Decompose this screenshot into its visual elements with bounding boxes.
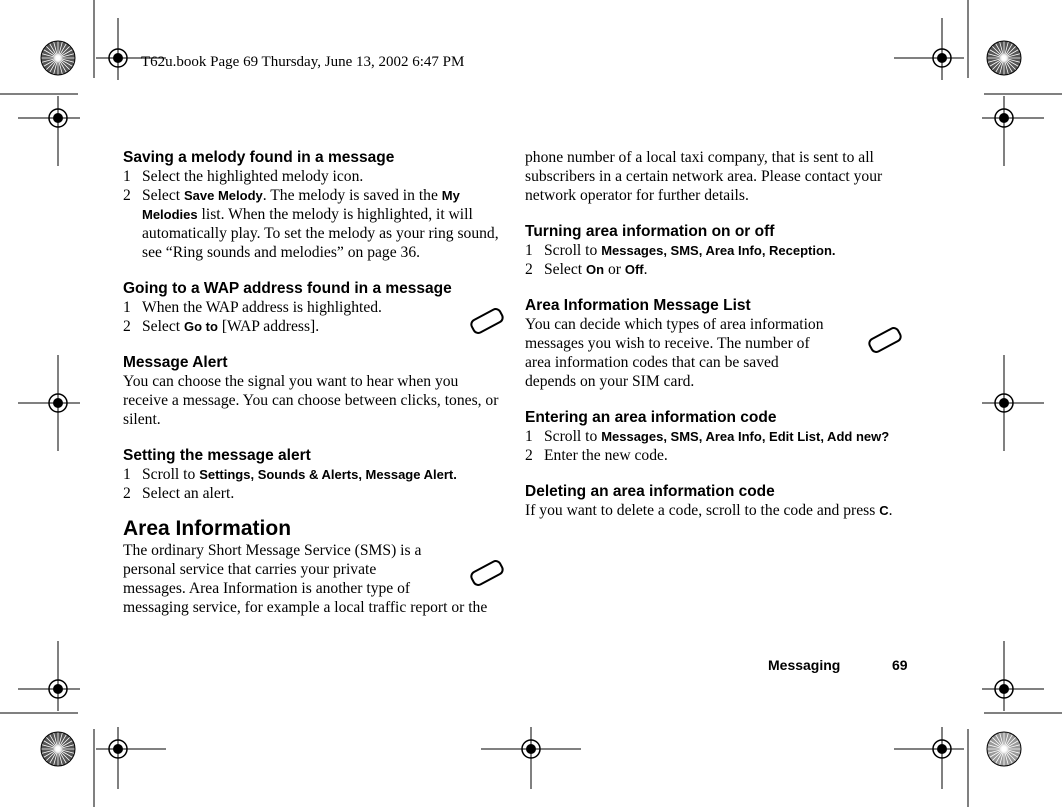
phone-note-icon <box>866 325 904 355</box>
step-list <box>525 241 907 279</box>
step-list <box>123 465 505 503</box>
section-heading: Setting the message alert <box>123 447 311 464</box>
section-wap-address <box>123 279 505 336</box>
phone-note-icon <box>468 306 506 336</box>
body-text: You can choose the signal you want to hear when you receive a message. You can choose between clicks, tones, or silent. <box>123 373 499 428</box>
list-item: 2 Select Save Melody. The melody is saved in the My Melodies list. When the melody is highlighted, it will automatically play. To set the melody as your ring sound, see “Ring sounds and melodies” on page 36. <box>123 187 499 261</box>
section-heading: Saving a melody found in a message <box>123 149 395 166</box>
menu-term: Settings, Sounds & Alerts, Message Alert. <box>199 467 457 482</box>
step-list <box>123 298 505 336</box>
section-deleting-code <box>525 482 907 520</box>
body-text-line: messaging service, for example a local traffic report or the <box>123 599 488 616</box>
body-text: phone number of a local taxi company, that is sent to all subscribers in a certain network area. Please contact your network operator for further details. <box>525 149 883 204</box>
crop-mark-crosshair-icon <box>982 96 1044 166</box>
crop-mark-crosshair-icon <box>894 727 964 789</box>
body-text-line: area information codes that can be saved <box>525 354 779 371</box>
left-column <box>123 148 505 617</box>
section-turning-on-off <box>525 222 907 279</box>
crop-mark-crosshair-icon <box>18 96 80 166</box>
right-column <box>525 148 907 520</box>
phone-note-icon <box>468 558 506 588</box>
body-text-line: depends on your SIM card. <box>525 373 695 390</box>
section-entering-code <box>525 408 907 465</box>
page-number: 69 <box>892 657 908 673</box>
list-item: 2 Enter the new code. <box>525 447 668 464</box>
registration-target-icon <box>41 41 75 75</box>
body-text-line: The ordinary Short Message Service (SMS) is a <box>123 542 422 559</box>
section-heading: Message Alert <box>123 354 228 371</box>
menu-term: Save Melody <box>184 188 263 203</box>
section-area-information <box>123 517 505 617</box>
crop-mark-crosshair-icon <box>96 727 166 789</box>
list-item: 2 Select an alert. <box>123 485 235 502</box>
section-heading: Going to a WAP address found in a message <box>123 280 452 297</box>
menu-term: Off <box>624 262 644 277</box>
registration-target-icon <box>41 732 75 766</box>
body-text-line: messages you wish to receive. The number of <box>525 335 810 352</box>
section-heading: Turning area information on or off <box>525 223 775 240</box>
section-heading: Deleting an area information code <box>525 483 775 500</box>
section-intro <box>525 148 907 205</box>
footer-section-name: Messaging <box>768 657 841 673</box>
menu-term: My Melodies <box>142 188 460 222</box>
body-text-line: messages. Area Information is another type of <box>123 580 411 597</box>
step-list <box>525 427 907 465</box>
crop-mark-crosshair-icon <box>982 641 1044 711</box>
menu-term: Messages, SMS, Area Info, Edit List, Add new? <box>601 429 890 444</box>
body-text-line: personal service that carries your private <box>123 561 377 578</box>
section-message-alert <box>123 353 505 429</box>
step-list <box>123 167 505 262</box>
section-title: Area Information <box>123 517 292 540</box>
registration-target-icon <box>987 41 1021 75</box>
crop-mark-crosshair-icon <box>894 18 964 80</box>
section-setting-alert <box>123 446 505 503</box>
body-text: If you want to delete a code, scroll to the code and press C. <box>525 502 893 519</box>
list-item: 2 Select Go to [WAP address]. <box>123 318 320 335</box>
list-item: 1 Select the highlighted melody icon. <box>123 168 364 185</box>
body-text-line: You can decide which types of area information <box>525 316 824 333</box>
section-message-list <box>525 296 907 391</box>
list-item: 1 When the WAP address is highlighted. <box>123 299 382 316</box>
list-item: 2 Select On or Off. <box>525 261 648 278</box>
section-heading: Area Information Message List <box>525 297 751 314</box>
crop-mark-crosshair-icon <box>18 641 80 711</box>
list-item: 1 Scroll to Messages, SMS, Area Info, Edit List, Add new? <box>525 428 890 445</box>
crop-mark-crosshair-icon <box>481 727 581 789</box>
registration-target-icon <box>987 732 1021 766</box>
key-label: C <box>879 503 889 518</box>
menu-term: Messages, SMS, Area Info, Reception. <box>601 243 836 258</box>
crop-mark-crosshair-icon <box>982 355 1044 451</box>
menu-term: Go to <box>184 319 218 334</box>
section-heading: Entering an area information code <box>525 409 777 426</box>
menu-term: On <box>586 262 605 277</box>
list-item: 1 Scroll to Settings, Sounds & Alerts, Message Alert. <box>123 466 457 483</box>
section-saving-melody <box>123 148 505 262</box>
print-header: T62u.book Page 69 Thursday, June 13, 2002 6:47 PM <box>141 54 465 70</box>
list-item: 1 Scroll to Messages, SMS, Area Info, Reception. <box>525 242 836 259</box>
crop-mark-crosshair-icon <box>18 355 80 451</box>
